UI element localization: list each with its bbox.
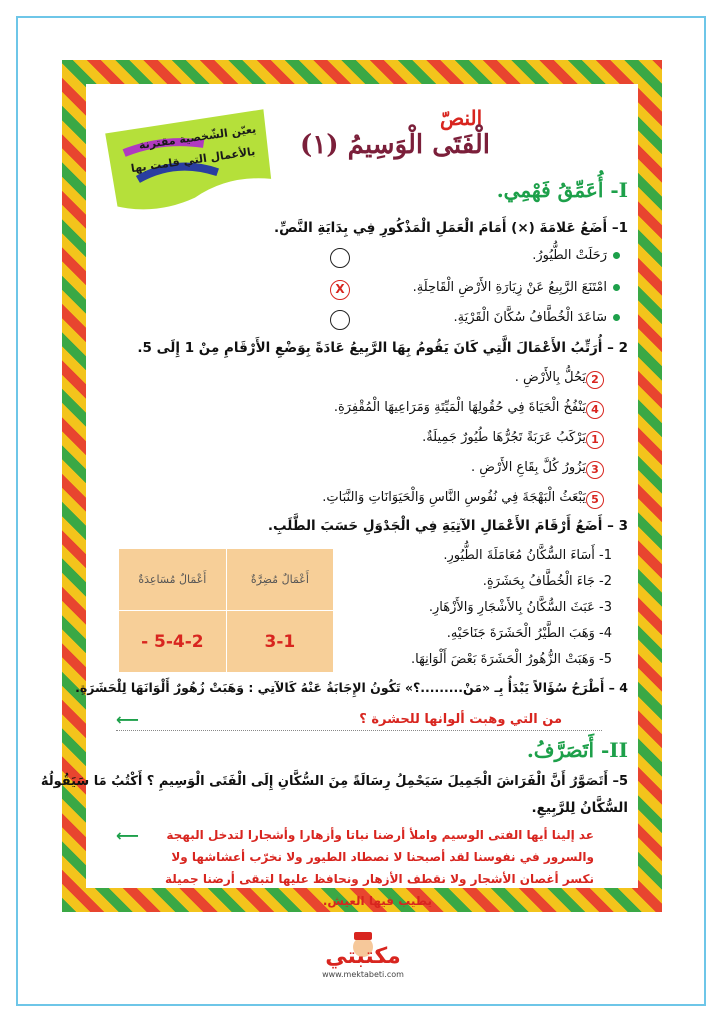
q2-item-5: يَبْعَثُ الْبَهْجَةَ فِي نُفُوسِ النَّاسِ وَالْحَيَوَانَاتِ وَالنَّبَاتِ.: [322, 490, 586, 505]
q2-item-2: يَنْفُخُ الْحَيَاةَ فِي حُقُولِهَا الْمَيِّتَةِ وَمَرَاعِيهَا الْمُقْفِرَةِ.: [333, 400, 586, 415]
q2-number-2[interactable]: 4: [586, 401, 604, 419]
question-5-line-1: 5– أَتَصَوَّرُ أَنَّ الْفَرَاشَ الْجَمِيلَ سَيَحْمِلُ رِسَالَةً مِنَ السُّكَّانِ إِلَى الْفَتَى الْوَسِيمِ ؟ أَكْتُبُ مَا سَيَقُولُهُ: [40, 774, 628, 789]
classification-table: [118, 548, 334, 673]
logo-text: مكتبتي: [325, 944, 401, 969]
table-header-harmful: أَعْمَالٌ مُضِرَّةٌ: [226, 549, 333, 611]
question-5-line-2: السُّكَّانُ لِلرَّبِيعِ.: [531, 800, 628, 816]
question-4: 4 – أَطْرَحُ سُؤَالاً يَبْدَأُ بِـ «مَنْ.........؟» تَكُونُ الإِجَابَةُ عَنْهُ كَالآتِي : وَهَبَتْ زُهُورٌ أَلْوَانَهَا لِلْحَشَرَةِ.: [75, 680, 628, 695]
q1-checkbox-3[interactable]: [330, 310, 350, 330]
sticky-note-line-1: يعيّن الشّخصية مقترنة: [138, 122, 257, 152]
q4-answer-line[interactable]: [116, 710, 602, 731]
q1-option-1: [532, 248, 620, 263]
question-1: 1– أَضَعُ عَلامَةَ (×) أَمَامَ الْعَمَلِ الْمَذْكُورِ فِي بِدَايَةِ النَّصِّ.: [273, 220, 628, 236]
page-title: الْفَتَى الْوَسِيمُ (١): [300, 130, 491, 160]
q5-answer-line-4: يطيب فيها العيش.: [322, 894, 432, 908]
q3-item-5: 5- وَهَبَتْ الزُّهُورُ الْحَشَرَةَ بَعْضَ أَلْوَانِهَا.: [410, 652, 612, 667]
q3-item-3: 3- عَبَثَ السُّكَّانُ بِالأَشْجَارِ وَالأَزْهَارِ.: [428, 600, 612, 615]
question-2: 2 – أُرَتِّبُ الأَعْمَالَ الَّتِي كَانَ يَقُومُ بِهَا الرَّبِيعُ عَادَةً بِوَضْعِ الأَرْقَامِ مِنْ 1 إِلَى 5.: [137, 340, 628, 356]
q2-number-4[interactable]: 3: [586, 461, 604, 479]
q3-item-2: 2- جَاءَ الْخُطَّافُ بِحَشَرَةٍ.: [482, 574, 612, 589]
q2-item-3: يَرْكَبُ عَرَبَةً تَجُرُّهَا طُيُورٌ جَمِيلَةٌ.: [422, 430, 586, 445]
sticky-note-line-2: بالأعمال التي قامت بها: [130, 144, 257, 176]
q2-item-1: يَحُلُّ بِالأَرْضِ .: [514, 370, 586, 385]
q3-item-1: 1- أَسَاءَ السُّكَّانُ مُعَامَلَةَ الطُّيُورِ.: [443, 548, 612, 563]
q1-option-3-text: سَاعَدَ الْخُطَّافُ سُكَّانَ الْقَرْيَةِ.: [453, 310, 607, 325]
q1-option-3: [453, 310, 620, 325]
q5-answer-line-2: والسرور في نفوسنا لقد أصبحنا لا نصطاد الطيور ولا نخرّب أعشاشها ولا: [171, 850, 594, 864]
q2-item-4: يَزُورُ كُلَّ بِقَاعِ الأَرْضِ .: [471, 460, 586, 475]
table-value-harmful[interactable]: 3-1: [226, 611, 333, 673]
q5-answer-line-1: عد إلينا أيها الفتى الوسيم واملأ أرضنا نباتا وأزهارا وأشجارا لتدخل البهجة: [166, 828, 594, 842]
arrow-left-icon: ⟵: [116, 710, 139, 729]
q2-number-3[interactable]: 1: [586, 431, 604, 449]
q1-checkbox-2[interactable]: X: [330, 280, 350, 300]
text-label: النصّ: [440, 106, 483, 130]
q1-option-2: [413, 280, 620, 295]
footer-logo[interactable]: [288, 930, 438, 980]
table-header-helpful: أَعْمَالٌ مُسَاعِدَةٌ: [119, 549, 227, 611]
q1-checkbox-1[interactable]: [330, 248, 350, 268]
q2-number-5[interactable]: 5: [586, 491, 604, 509]
q2-number-1[interactable]: 2: [586, 371, 604, 389]
section-heading-1: I- أُعَمِّقُ فَهْمِي.: [496, 178, 628, 202]
q5-answer-line-3: نكسر أغصان الأشجار ولا نقطف الأزهار ونحافظ عليها لتبقى أرضنا جميلة: [164, 872, 594, 886]
q4-answer: من التي وهبت ألوانها للحشرة ؟: [359, 712, 562, 727]
q3-item-4: 4- وَهَبَ الطَّيْرُ الْحَشَرَةَ جَنَاحَيْهِ.: [446, 626, 612, 641]
logo-url: www.mektabeti.com: [322, 970, 404, 979]
q5-answer-area[interactable]: [116, 826, 602, 914]
arrow-left-icon: ⟵: [116, 826, 139, 845]
table-value-helpful[interactable]: - 5-4-2: [119, 611, 227, 673]
bullet-icon: [613, 314, 620, 321]
section-heading-2: II- أَتَصَرَّفُ.: [526, 738, 628, 762]
q1-option-2-text: امْتَنَعَ الرَّبِيعُ عَنْ زِيَارَةِ الأَرْضِ الْقَاحِلَةِ.: [412, 280, 607, 295]
question-3: 3 – أَضَعُ أَرْقَامَ الأَعْمَالِ الآتِيَةِ فِي الْجَدْوَلِ حَسَبَ الطَّلَبِ.: [267, 518, 628, 534]
q1-option-1-text: رَحَلَتْ الطُّيُورُ.: [532, 248, 607, 263]
bullet-icon: [613, 284, 620, 291]
bullet-icon: [613, 252, 620, 259]
